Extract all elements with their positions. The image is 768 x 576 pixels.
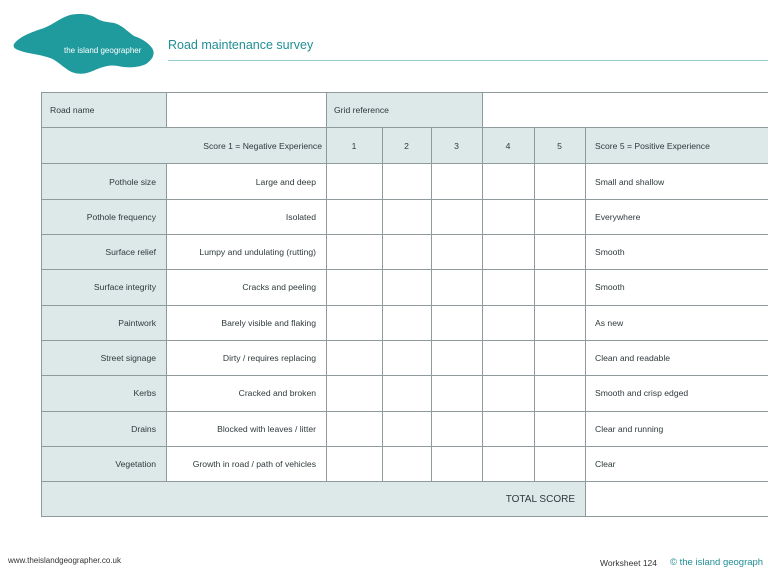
column-divider — [166, 93, 167, 128]
criterion-name: Surface relief — [42, 234, 166, 269]
title-underline — [168, 60, 768, 61]
score-header-4: 4 — [482, 128, 534, 163]
criterion-name: Pothole frequency — [42, 199, 166, 234]
island-logo — [10, 10, 162, 76]
criterion-positive: Clear — [595, 458, 616, 469]
column-divider — [585, 127, 586, 517]
positive-score-header: Score 5 = Positive Experience — [585, 128, 768, 163]
criterion-negative: Lumpy and undulating (rutting) — [199, 246, 316, 257]
criterion-positive: Everywhere — [595, 211, 641, 222]
column-divider — [482, 127, 483, 482]
page-title: Road maintenance survey — [168, 38, 314, 52]
column-divider — [431, 127, 432, 482]
row-divider — [42, 340, 768, 341]
column-divider — [326, 127, 327, 482]
row-divider — [42, 446, 768, 447]
criterion-negative: Barely visible and flaking — [221, 317, 316, 328]
grid-reference-label: Grid reference — [326, 93, 482, 127]
worksheet-number: Worksheet 124 — [600, 558, 658, 568]
row-divider — [42, 199, 768, 200]
negative-score-header: Score 1 = Negative Experience — [42, 128, 326, 163]
row-divider — [42, 375, 768, 376]
criterion-positive: Smooth — [595, 246, 625, 257]
criterion-negative: Blocked with leaves / litter — [217, 423, 316, 434]
criterion-name: Surface integrity — [42, 269, 166, 305]
criterion-name: Paintwork — [42, 305, 166, 340]
criterion-positive: Small and shallow — [595, 176, 665, 187]
criterion-positive: Clean and readable — [595, 352, 671, 363]
survey-table — [41, 92, 768, 517]
criterion-name: Drains — [42, 411, 166, 446]
footer-website[interactable]: www.theislandgeographer.co.uk — [8, 556, 121, 565]
criterion-positive: Smooth and crisp edged — [595, 388, 689, 398]
criterion-positive: Smooth — [595, 282, 625, 292]
column-divider — [482, 93, 483, 128]
footer-brand: © the island geograph — [670, 557, 764, 568]
total-score-label: TOTAL SCORE — [42, 482, 585, 516]
criterion-negative: Large and deep — [255, 176, 316, 187]
criterion-name: Pothole size — [42, 164, 166, 199]
criterion-name: Kerbs — [42, 375, 166, 411]
score-header-1: 1 — [326, 128, 382, 163]
criterion-negative: Growth in road / path of vehicles — [192, 458, 316, 469]
score-header-2: 2 — [382, 128, 431, 163]
criterion-negative: Isolated — [285, 211, 316, 222]
criterion-negative: Cracked and broken — [238, 388, 316, 398]
row-divider — [42, 163, 768, 164]
score-header-3: 3 — [431, 128, 482, 163]
row-divider — [42, 269, 768, 270]
row-divider — [42, 305, 768, 306]
road-name-label: Road name — [42, 93, 166, 127]
row-divider — [42, 481, 768, 482]
column-divider — [326, 93, 327, 128]
row-divider — [42, 127, 768, 128]
criterion-name: Vegetation — [42, 446, 166, 481]
logo-text: the island geographer — [64, 46, 142, 55]
row-divider — [42, 411, 768, 412]
total-score-field[interactable] — [585, 482, 768, 516]
column-divider — [166, 163, 167, 482]
grid-reference-field[interactable] — [482, 93, 768, 127]
road-name-field[interactable] — [166, 93, 326, 127]
criterion-negative: Cracks and peeling — [242, 282, 316, 292]
criterion-positive: As new — [595, 317, 624, 328]
criterion-positive: Clear and running — [595, 423, 664, 434]
row-divider — [42, 234, 768, 235]
criterion-name: Street signage — [42, 340, 166, 375]
criterion-negative: Dirty / requires replacing — [222, 352, 316, 363]
column-divider — [534, 127, 535, 482]
column-divider — [382, 127, 383, 482]
score-header-5: 5 — [534, 128, 585, 163]
